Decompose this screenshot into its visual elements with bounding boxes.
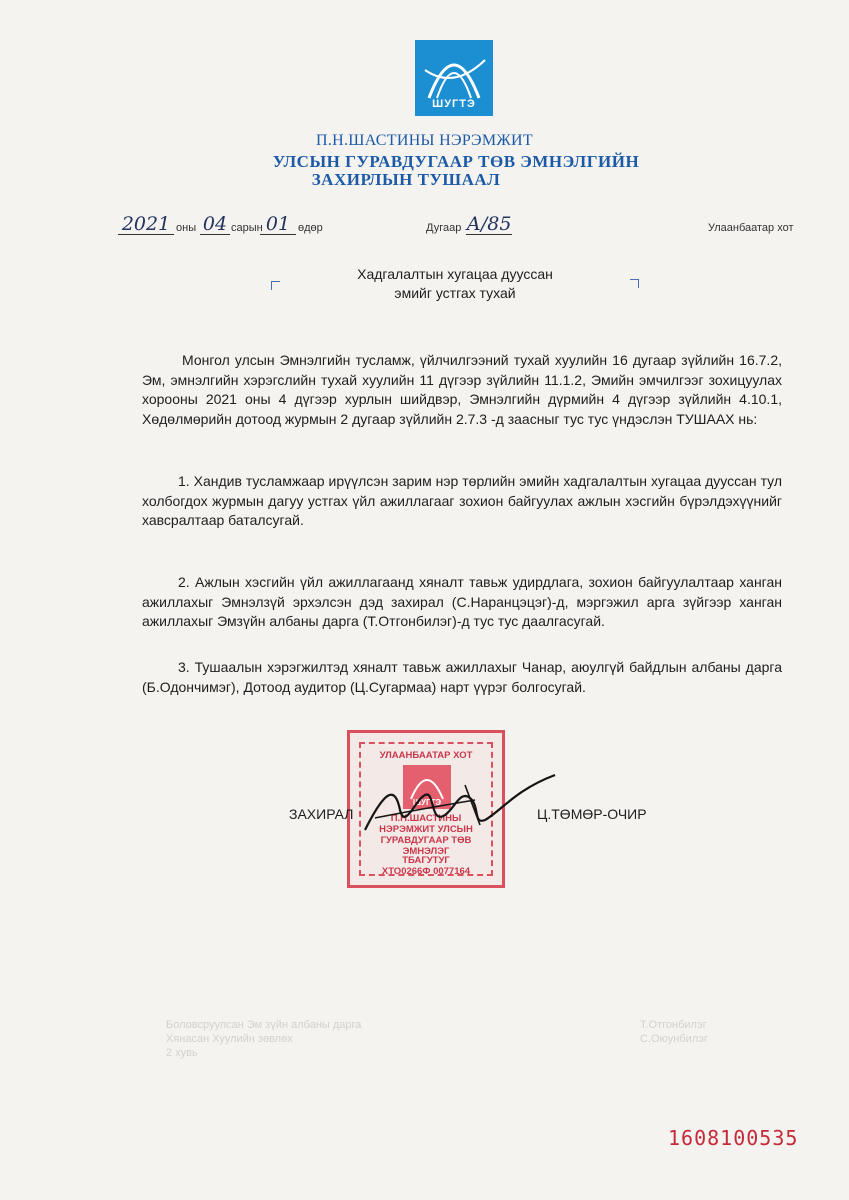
signature-name: Ц.ТӨМӨР-ОЧИР [537, 806, 647, 822]
stamp-code: ХТО0266Ф 0077164 [381, 866, 471, 877]
stamp-city: УЛААНБААТАР ХОТ [379, 750, 473, 761]
document-type-title: ЗАХИРЛЫН ТУШААЛ [311, 170, 501, 189]
hospital-logo [415, 40, 493, 116]
org-name-line1: П.Н.ШАСТИНЫ НЭРЭМЖИТ [316, 132, 533, 149]
subject [300, 265, 610, 303]
subject-corner-right [630, 279, 639, 288]
number-label: Дугаар [426, 222, 462, 234]
stamp-logo-text: ШУГТЭ [412, 798, 442, 807]
bleed-line2: Хянасан Хуулийн зөвлөх [166, 1033, 293, 1045]
date-year: 2021 [118, 214, 174, 235]
date-year-suffix: оны [176, 222, 197, 234]
logo-text: ШУГТЭ [432, 98, 476, 110]
bleed-line5: С.Оюунбилэг [640, 1033, 708, 1045]
bleed-line3: 2 хувь [166, 1047, 198, 1059]
order-item-3: 3. Тушаалын хэрэгжилтэд хяналт тавьж ажиллахыг Чанар, аюулгүй байдлын албаны дарга (Б.Одончимэг), Дотоод аудитор (Ц.Сугармаа) нарт үүрэг болгосугай. [142, 659, 782, 695]
subject-line2: эмийг устгах тухай [394, 285, 516, 301]
signature-title: ЗАХИРАЛ [289, 806, 354, 822]
order-item-1: 1. Хандив тусламжаар ирүүлсэн зарим нэр төрлийн эмийн хадгалалтын хугацаа дууссан тул холбогдох журмын дагуу устгах үйл ажиллагааг зохион байгуулах ажлын хэсгийн бүрэлдэхүүнийг хавсралтаар баталсугай. [142, 473, 782, 528]
order-item-2: 2. Ажлын хэсгийн үйл ажиллагаанд хяналт тавьж удирдлага, зохион байгуулалтаар ханган ажиллахыг Эмнэлзүй эрхэлсэн дэд захирал (С.Наранцэцэг)-д, мэргэжил арга зүйгээр ханган ажиллахыг Эмзүйн албаны дарга (Т.Отгонбилэг)-д тус тус даалгасугай. [142, 574, 782, 629]
date-month-suffix: сарын [231, 222, 263, 234]
date-day: 01 [260, 214, 296, 235]
date-day-suffix: өдөр [298, 222, 323, 234]
subject-corner-left [271, 281, 280, 290]
bleed-left [166, 1018, 361, 1060]
stamp-line4: ЭМНЭЛЭГ [402, 846, 450, 857]
bleed-right [640, 1018, 708, 1046]
subject-line1: Хадгалалтын хугацаа дууссан [357, 266, 553, 282]
org-name-line2: УЛСЫН ГУРАВДУГААР ТӨВ ЭМНЭЛГИЙН [272, 152, 640, 171]
city-label: Улаанбаатар хот [708, 222, 794, 234]
bleed-line4: Т.Отгонбилэг [640, 1019, 707, 1031]
preamble-paragraph: Монгол улсын Эмнэлгийн тусламж, үйлчилгээний тухай хуулийн 16 дугаар зүйлийн 16.7.2, Эм, эмнэлгийн хэрэгслийн тухай хуулийн 11 дүгээр зүйлийн 11.1.2, Эмийн эмчилгээг зохицуулах хорооны 2021 оны 4 дүгээр хурлын шийдвэр, Эмнэлгийн дүрмийн 4 дүгээр зүйлийн 4.10.1, Хөдөлмөрийн дотоод журмын 2 дугаар зүйлийн 2.7.3 -д заасныг тус тус үндэслэн ТУШААХ нь: [142, 352, 782, 427]
serial-number: 1608100535 [668, 1126, 799, 1150]
stamp-line3: ГУРАВДУГААР ТӨВ [380, 835, 472, 846]
date-month: 04 [200, 214, 230, 235]
stamp-line1: П.Н.ШАСТИНЫ [390, 813, 462, 824]
stamp-line5: ТБАГУТУГ [402, 855, 450, 866]
handwritten-signature [355, 770, 560, 840]
document-number: А/85 [466, 213, 512, 235]
stamp-line2: НЭРЭМЖИТ УЛСЫН [379, 824, 473, 835]
bleed-line1: Боловсруулсан Эм зүйн албаны дарга [166, 1019, 362, 1031]
